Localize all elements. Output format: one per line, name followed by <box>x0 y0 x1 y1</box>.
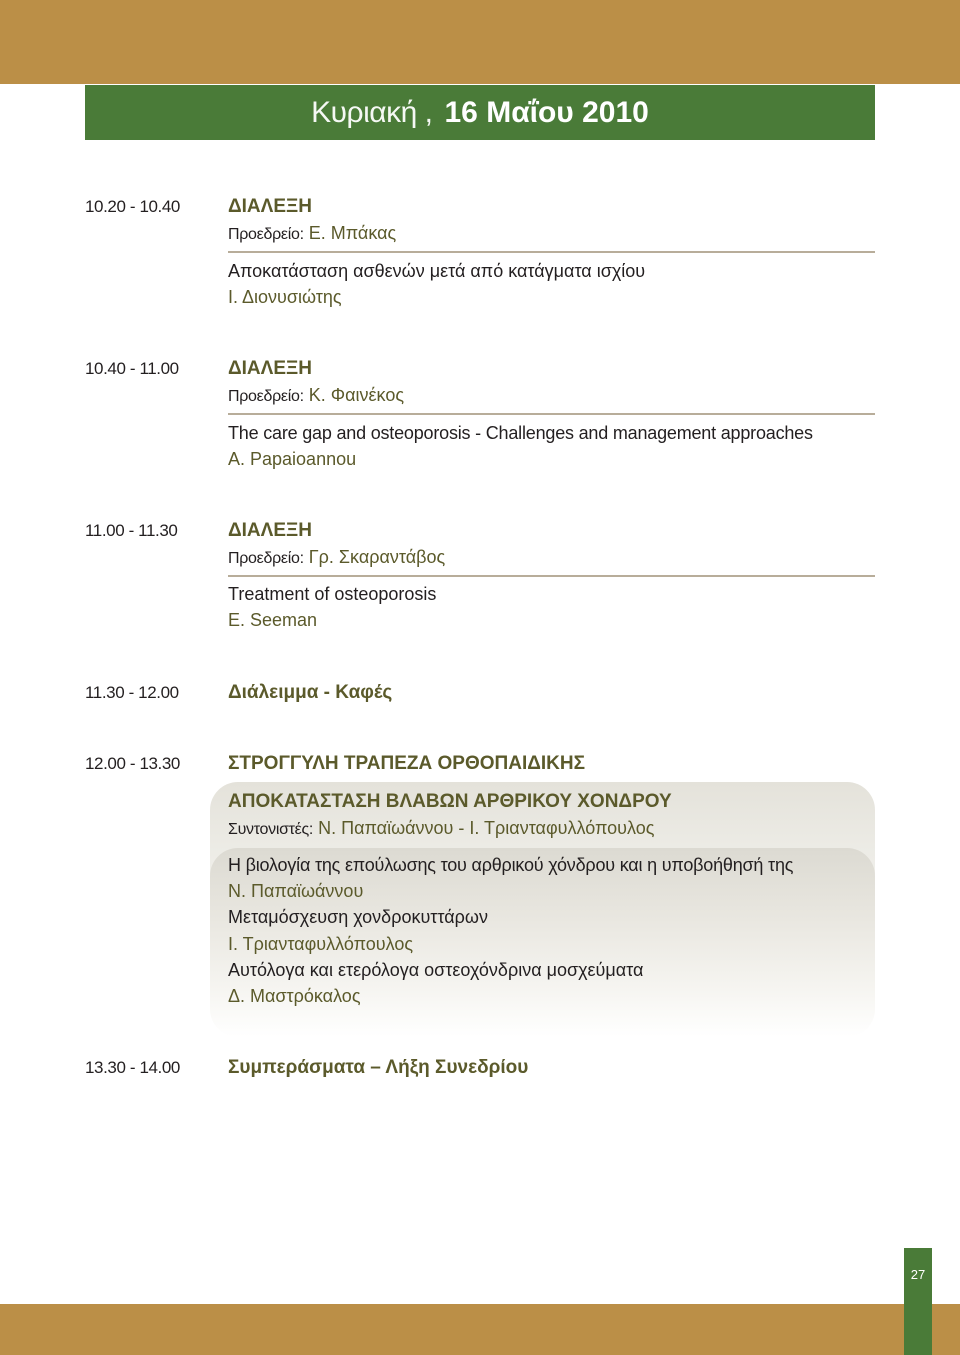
roundtable-title: ΣΤΡΟΓΓΥΛΗ ΤΡΑΠΕΖΑ ΟΡΘΟΠΑΙΔΙΚΗΣ <box>228 753 586 774</box>
roundtable-time: 12.00 - 13.30 <box>85 754 180 773</box>
session-3-chair <box>228 547 445 568</box>
session-2-topic: The care gap and osteoporosis - Challenges and management approaches <box>228 423 813 443</box>
session-3-speaker: E. Seeman <box>228 610 318 630</box>
roundtable-coordinators <box>228 818 654 839</box>
session-1-speaker: Ι. Διονυσιώτης <box>228 287 342 307</box>
header-day: Κυριακή , <box>311 95 433 129</box>
coordinators-names: Ν. Παπαϊωάννου - Ι. Τριανταφυλλόπουλος <box>318 818 655 838</box>
talk-2-speaker: Ι. Τριανταφυλλόπουλος <box>228 934 414 954</box>
talk-3-topic: Αυτόλογα και ετερόλογα οστεοχόνδρινα μοσχεύματα <box>228 960 644 980</box>
session-3-time: 11.00 - 11.30 <box>85 521 178 540</box>
coordinators-label: Συντονιστές: <box>228 821 314 838</box>
talk-1-topic: Η βιολογία της επούλωσης του αρθρικού χόνδρου και η υποβοήθησή της <box>228 855 794 875</box>
talk-3-speaker: Δ. Μαστρόκαλος <box>228 986 361 1006</box>
session-2-title: ΔΙΑΛΕΞΗ <box>228 358 312 379</box>
break-title: Διάλειμμα - Καφές <box>228 682 393 703</box>
page-number: 27 <box>904 1248 932 1355</box>
talk-2-topic: Μεταμόσχευση χονδροκυττάρων <box>228 907 488 927</box>
session-2-chair <box>228 385 404 406</box>
top-decorative-band <box>0 0 960 84</box>
session-2-time: 10.40 - 11.00 <box>85 359 179 378</box>
chair-label: Προεδρείο: <box>228 388 304 405</box>
session-1-title: ΔΙΑΛΕΞΗ <box>228 196 312 217</box>
closing-time: 13.30 - 14.00 <box>85 1058 180 1077</box>
roundtable-subtitle: ΑΠΟΚΑΤΑΣΤΑΣΗ ΒΛΑΒΩΝ ΑΡΘΡΙΚΟΥ ΧΟΝΔΡΟΥ <box>228 791 672 812</box>
session-3-topic: Treatment of osteoporosis <box>228 584 437 604</box>
break-time: 11.30 - 12.00 <box>85 683 179 702</box>
chair-label: Προεδρείο: <box>228 226 304 243</box>
session-3-title: ΔΙΑΛΕΞΗ <box>228 520 312 541</box>
talk-1-speaker: Ν. Παπαϊωάννου <box>228 881 364 901</box>
session-2-divider <box>228 413 875 415</box>
chair-name: Κ. Φαινέκος <box>308 385 405 405</box>
chair-label: Προεδρείο: <box>228 550 304 567</box>
chair-name: Ε. Μπάκας <box>308 223 397 243</box>
session-2-speaker: A. Papaioannou <box>228 449 357 469</box>
session-1-divider <box>228 251 875 253</box>
bottom-decorative-band <box>0 1304 960 1355</box>
chair-name: Γρ. Σκαραντάβος <box>308 547 446 567</box>
date-header <box>85 85 875 140</box>
session-1-chair <box>228 223 396 244</box>
session-1-topic: Αποκατάσταση ασθενών μετά από κατάγματα ισχίου <box>228 261 646 281</box>
session-1-time: 10.20 - 10.40 <box>85 197 180 216</box>
header-date: 16 Μαΐου 2010 <box>444 95 649 129</box>
session-3-divider <box>228 575 875 577</box>
closing-title: Συμπεράσματα – Λήξη Συνεδρίου <box>228 1057 529 1078</box>
